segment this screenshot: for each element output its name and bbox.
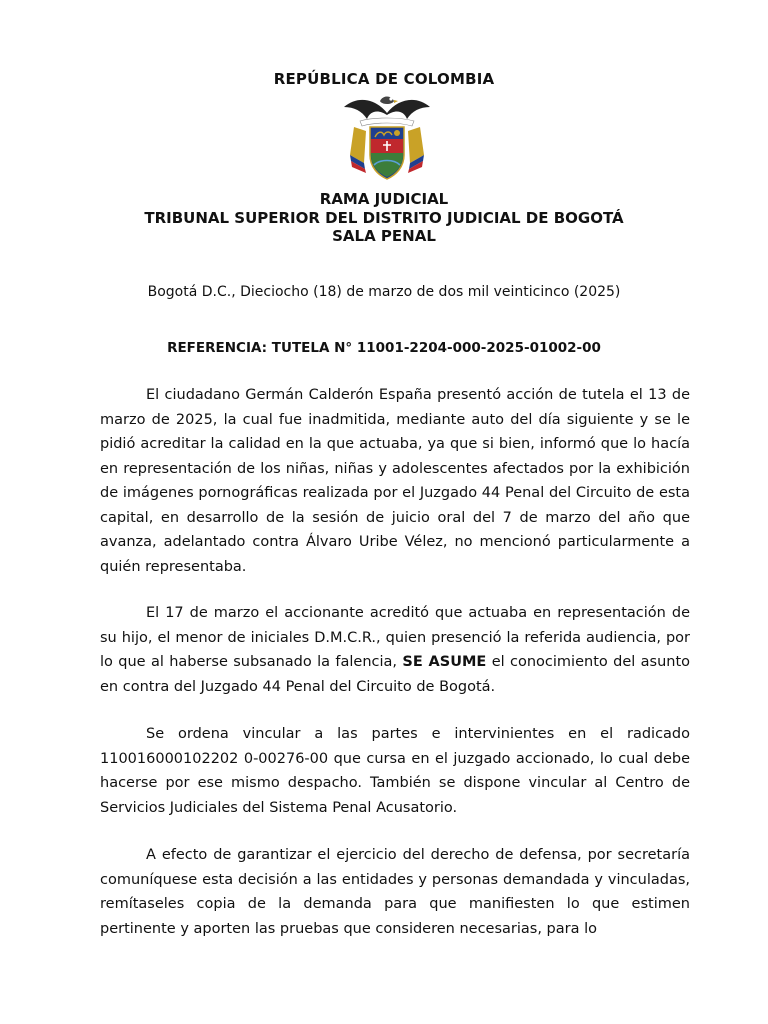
coat-of-arms-colombia-icon (340, 93, 434, 185)
case-reference: REFERENCIA: TUTELA N° 11001-2204-000-2025-01002-00 (167, 340, 601, 356)
paragraph-2-bold: SE ASUME (402, 654, 487, 670)
date-line: Bogotá D.C., Dieciocho (18) de marzo de dos mil veinticinco (2025) (147, 284, 621, 300)
country-heading: REPÚBLICA DE COLOMBIA (273, 70, 495, 88)
paragraph-2-text-before: El 17 de marzo el accionante acreditó que actuaba en representación de su hijo, el menor de iniciales D.M.C.R., quien presenció la referida audiencia, por lo que al haberse subsanado la falencia, (100, 605, 690, 670)
paragraph-2-text-after: el conocimiento del asunto en contra del Juzgado 44 Penal del Circuito de Bogotá. (100, 654, 691, 695)
paragraph-1: El ciudadano Germán Calderón España presentó acción de tutela el 13 de marzo de 2025, la cual fue inadmitida, mediante auto del día siguiente y se le pidió acreditar la calidad en la que actuaba, ya que si bien, informó que lo hacía en representación de los niñas, niñas y adolescentes afectados por la exhibición de imágenes pornográficas realizada por el Juzgado 44 Penal del Circuito de esta capital, en desarrollo de la sesión de juicio oral del 7 de marzo del año que avanza, adelantado contra Álvaro Uribe Vélez, no mencionó particularmente a quién representaba. (100, 387, 690, 575)
paragraph-4: A efecto de garantizar el ejercicio del derecho de defensa, por secretaría comuníquese esta decisión a las entidades y personas demandada y vinculadas, remítaseles copia de la demanda para que manifiesten lo que estimen pertinente y aporten las pruebas que consideren necesarias, para lo (100, 847, 690, 937)
court-heading (0, 190, 768, 246)
court-name: TRIBUNAL SUPERIOR DEL DISTRITO JUDICIAL DE BOGOTÁ (144, 208, 624, 227)
branch-heading: RAMA JUDICIAL (319, 190, 449, 208)
chamber-name: SALA PENAL (332, 227, 436, 245)
paragraph-2 (100, 601, 690, 699)
paragraph-3: Se ordena vincular a las partes e intervinientes en el radicado 110016000102202 0-00276-00 que cursa en el juzgado accionado, lo cual debe hacerse por ese mismo despacho. También se dispone vincular al Centro de Servicios Judiciales del Sistema Penal Acusatorio. (100, 726, 690, 816)
